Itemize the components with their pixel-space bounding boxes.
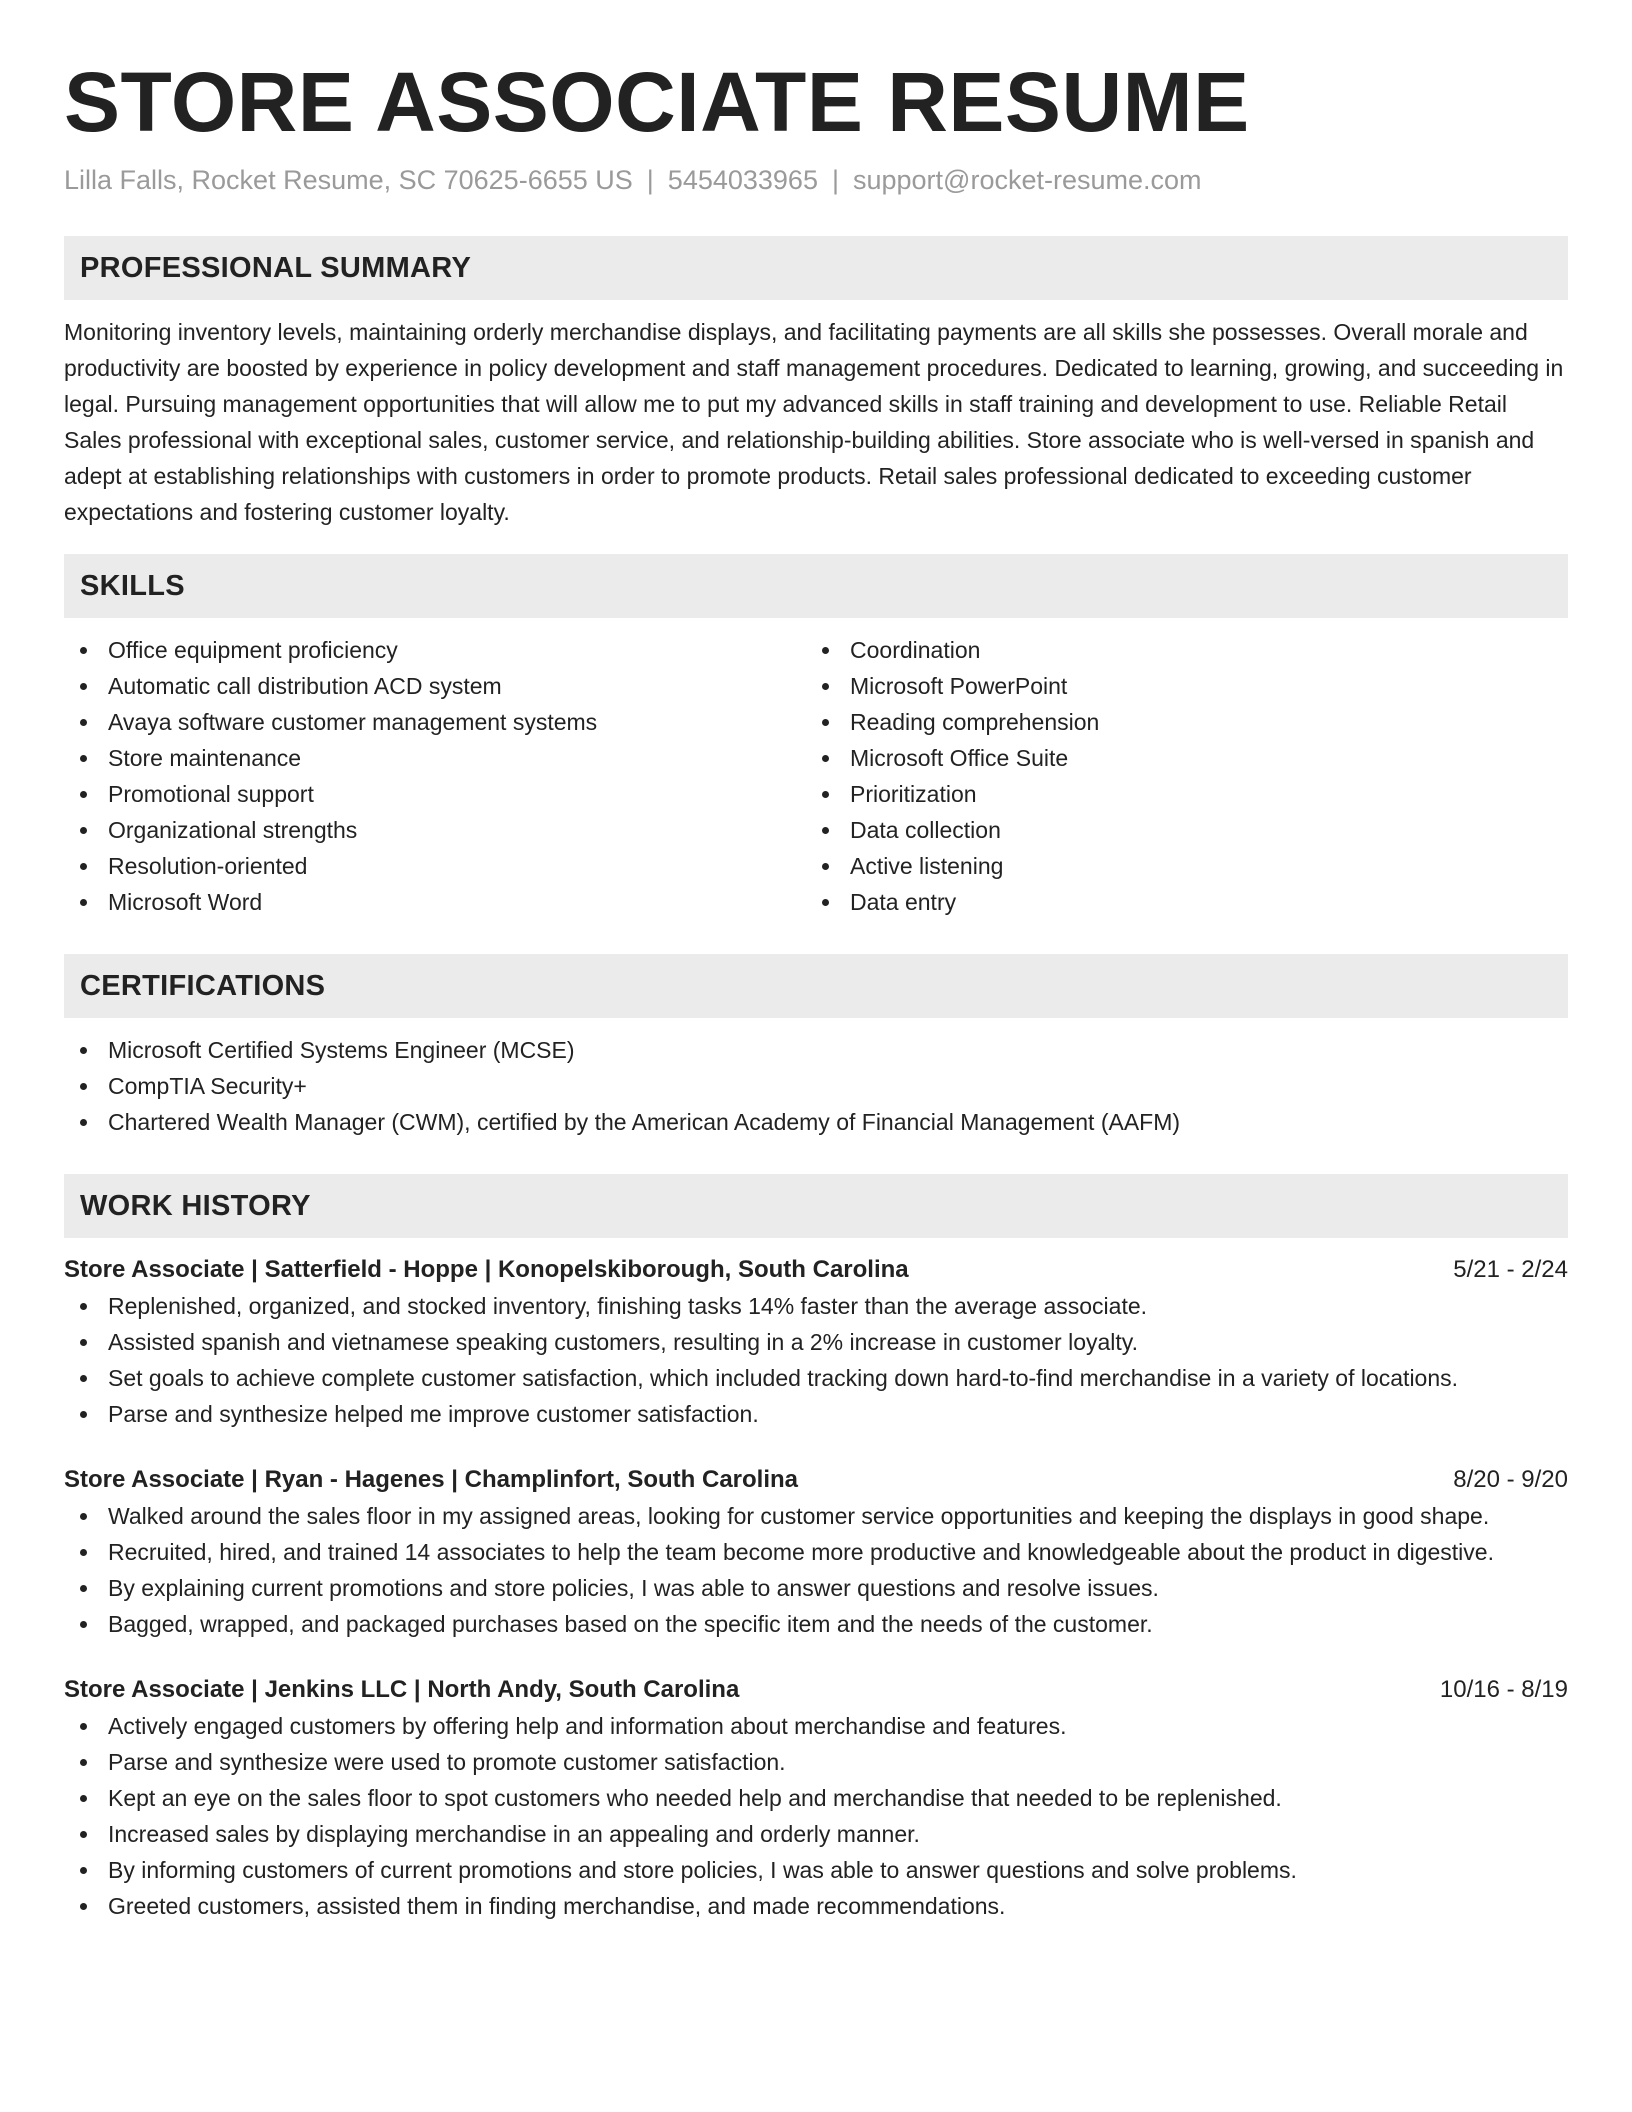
job-dates: 5/21 - 2/24 (1453, 1256, 1568, 1283)
skill-item: Avaya software customer management systems (64, 704, 806, 740)
skill-item: Data entry (806, 884, 1548, 920)
section-header-professional-summary: PROFESSIONAL SUMMARY (64, 236, 1568, 300)
job-bullet: Bagged, wrapped, and packaged purchases based on the specific item and the needs of the customer. (64, 1606, 1568, 1642)
skill-item: Automatic call distribution ACD system (64, 668, 806, 704)
skill-item: Reading comprehension (806, 704, 1548, 740)
skill-item: Microsoft Office Suite (806, 740, 1548, 776)
section-header-work-history: WORK HISTORY (64, 1174, 1568, 1238)
skill-item: Microsoft Word (64, 884, 806, 920)
section-header-skills: SKILLS (64, 554, 1568, 618)
resume-title: STORE ASSOCIATE RESUME (64, 55, 1250, 149)
section-header-certifications: CERTIFICATIONS (64, 954, 1568, 1018)
contact-line (64, 162, 1568, 198)
contact-phone: 5454033965 (667, 165, 818, 195)
job-bullet: By informing customers of current promotions and store policies, I was able to answer questions and solve problems. (64, 1852, 1568, 1888)
skill-item: Organizational strengths (64, 812, 806, 848)
job-bullet: Walked around the sales floor in my assigned areas, looking for customer service opportunities and keeping the displays in good shape. (64, 1498, 1568, 1534)
job-bullets (64, 1498, 1568, 1642)
job-bullet: Set goals to achieve complete customer satisfaction, which included tracking down hard-to-find merchandise in a variety of locations. (64, 1360, 1568, 1396)
job-entry (64, 1252, 1568, 1432)
job-bullets (64, 1708, 1568, 1924)
job-title: Store Associate | Ryan - Hagenes | Champlinfort, South Carolina (64, 1466, 799, 1493)
certification-item: CompTIA Security+ (64, 1068, 1568, 1104)
skill-item: Office equipment proficiency (64, 632, 806, 668)
skill-item: Store maintenance (64, 740, 806, 776)
job-bullet: By explaining current promotions and store policies, I was able to answer questions and resolve issues. (64, 1570, 1568, 1606)
job-bullet: Assisted spanish and vietnamese speaking customers, resulting in a 2% increase in customer loyalty. (64, 1324, 1568, 1360)
skills-column-left (64, 632, 806, 920)
job-entry (64, 1462, 1568, 1642)
certifications-list (64, 1032, 1568, 1140)
summary-paragraph: Monitoring inventory levels, maintaining orderly merchandise displays, and facilitating payments are all skills she possesses. Overall morale and productivity are boosted by experience in policy development and staff management procedures. Dedicated to learning, growing, and succeeding in legal. Pursuing management opportunities that will allow me to put my advanced skills in staff training and development to use. Reliable Retail Sales professional with exceptional sales, customer service, and relationship-building abilities. Store associate who is well-versed in spanish and adept at establishing relationships with customers in order to promote products. Retail sales professional dedicated to exceeding customer expectations and fostering customer loyalty. (64, 319, 1564, 525)
skill-item: Prioritization (806, 776, 1548, 812)
job-bullet: Actively engaged customers by offering help and information about merchandise and features. (64, 1708, 1568, 1744)
job-bullet: Recruited, hired, and trained 14 associates to help the team become more productive and knowledgeable about the product in digestive. (64, 1534, 1568, 1570)
resume-page (64, 52, 1568, 1924)
contact-separator: | (831, 165, 839, 195)
job-bullets (64, 1288, 1568, 1432)
job-bullet: Increased sales by displaying merchandise in an appealing and orderly manner. (64, 1816, 1568, 1852)
job-bullet: Greeted customers, assisted them in finding merchandise, and made recommendations. (64, 1888, 1568, 1924)
skill-item: Data collection (806, 812, 1548, 848)
job-bullet: Parse and synthesize helped me improve customer satisfaction. (64, 1396, 1568, 1432)
job-dates: 10/16 - 8/19 (1439, 1676, 1568, 1703)
job-bullet: Parse and synthesize were used to promote customer satisfaction. (64, 1744, 1568, 1780)
job-bullet: Replenished, organized, and stocked inventory, finishing tasks 14% faster than the average associate. (64, 1288, 1568, 1324)
skills-grid (64, 632, 1568, 920)
job-header (64, 1462, 1568, 1498)
contact-address: Lilla Falls, Rocket Resume, SC 70625-6655 US (64, 165, 633, 195)
skill-item: Promotional support (64, 776, 806, 812)
certification-item: Microsoft Certified Systems Engineer (MCSE) (64, 1032, 1568, 1068)
skill-item: Resolution-oriented (64, 848, 806, 884)
skills-column-right (806, 632, 1548, 920)
job-title: Store Associate | Jenkins LLC | North Andy, South Carolina (64, 1676, 740, 1703)
skill-item: Active listening (806, 848, 1548, 884)
skill-item: Coordination (806, 632, 1548, 668)
job-header (64, 1252, 1568, 1288)
skills-list-left (64, 632, 806, 920)
contact-separator: | (646, 165, 654, 195)
skill-item: Microsoft PowerPoint (806, 668, 1548, 704)
job-bullet: Kept an eye on the sales floor to spot customers who needed help and merchandise that needed to be replenished. (64, 1780, 1568, 1816)
skills-list-right (806, 632, 1548, 920)
contact-email: support@rocket-resume.com (852, 165, 1202, 195)
certification-item: Chartered Wealth Manager (CWM), certified by the American Academy of Financial Management (AAFM) (64, 1104, 1568, 1140)
job-dates: 8/20 - 9/20 (1453, 1466, 1568, 1493)
job-entry (64, 1672, 1568, 1924)
job-title: Store Associate | Satterfield - Hoppe | Konopelskiborough, South Carolina (64, 1256, 909, 1283)
job-header (64, 1672, 1568, 1708)
